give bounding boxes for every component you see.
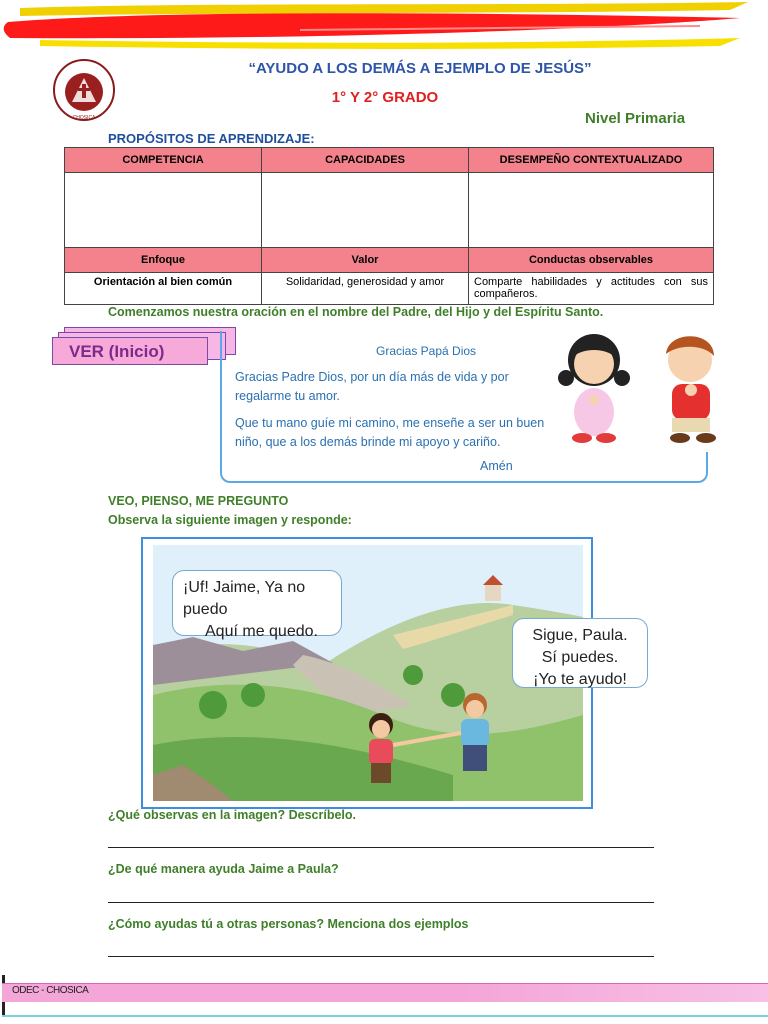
footer-band [2,983,768,1002]
footer-text: ODEC - CHOSICA [12,985,89,996]
table-header-competencia: COMPETENCIA [65,148,262,173]
table-cell-desempeno [469,173,714,248]
table-header-conductas: Conductas observables [469,248,714,273]
praying-children-image [548,322,732,452]
ver-inicio-tab: VER (Inicio) [52,337,208,365]
answer-line-3[interactable] [108,956,654,957]
prayer-intro: Comenzamos nuestra oración en el nombre del Padre, del Hijo y del Espíritu Santo. [108,305,604,319]
table-header-valor: Valor [262,248,469,273]
footer-bottom-line [2,1015,768,1017]
level-label: Nivel Primaria [585,110,686,127]
page-title: “AYUDO A LOS DEMÁS A EJEMPLO DE JESÚS” [248,60,592,77]
question-3: ¿Cómo ayudas tú a otras personas? Menciona dos ejemplos [108,917,469,931]
activity-instruction: Observa la siguiente imagen y responde: [108,513,352,527]
answer-line-1[interactable] [108,847,654,848]
prayer-title: Gracias Papá Dios [376,344,477,358]
prayer-amen: Amén [480,459,513,473]
table-cell-conductas: Comparte habilidades y actitudes con sus compañeros. [469,273,714,305]
speech-bubble-paula [172,570,342,640]
bubble-paula-line-2: Aquí me quedo. [205,623,318,640]
table-cell-competencia [65,173,262,248]
learning-purposes-table [64,147,714,305]
odec-logo [48,58,120,122]
question-1: ¿Qué observas en la imagen? Descríbelo. [108,808,357,822]
table-header-capacidades: CAPACIDADES [262,148,469,173]
table-header-desempeno: DESEMPEÑO CONTEXTUALIZADO [469,148,714,173]
activity-heading: VEO, PIENSO, ME PREGUNTO [108,494,289,508]
bubble-jaime-line-3: ¡Yo te ayudo! [533,671,627,688]
table-cell-enfoque: Orientación al bien común [65,273,262,305]
bubble-jaime-line-2: Sí puedes. [541,649,619,666]
table-cell-valor: Solidaridad, generosidad y amor [262,273,469,305]
bubble-jaime-line-1: Sigue, Paula. [532,627,628,644]
prayer-paragraph-2: Que tu mano guíe mi camino, me enseñe a ser un buen niño, que a los demás brinde mi apoyo y cariño. [235,416,545,449]
question-2: ¿De qué manera ayuda Jaime a Paula? [108,862,339,876]
grade-label: 1° Y 2° GRADO [331,89,439,106]
speech-bubble-jaime [512,618,648,688]
purposes-heading: PROPÓSITOS DE APRENDIZAJE: [108,131,315,146]
svg-text:CHOSICA: CHOSICA [72,115,96,121]
table-cell-capacidades [262,173,469,248]
top-decorative-banner [0,0,768,52]
answer-line-2[interactable] [108,902,654,903]
table-header-enfoque: Enfoque [65,248,262,273]
prayer-paragraph-1: Gracias Padre Dios, por un día más de vida y por regalarme tu amor. [235,370,509,403]
bubble-paula-line-1: ¡Uf! Jaime, Ya no puedo [183,579,306,618]
